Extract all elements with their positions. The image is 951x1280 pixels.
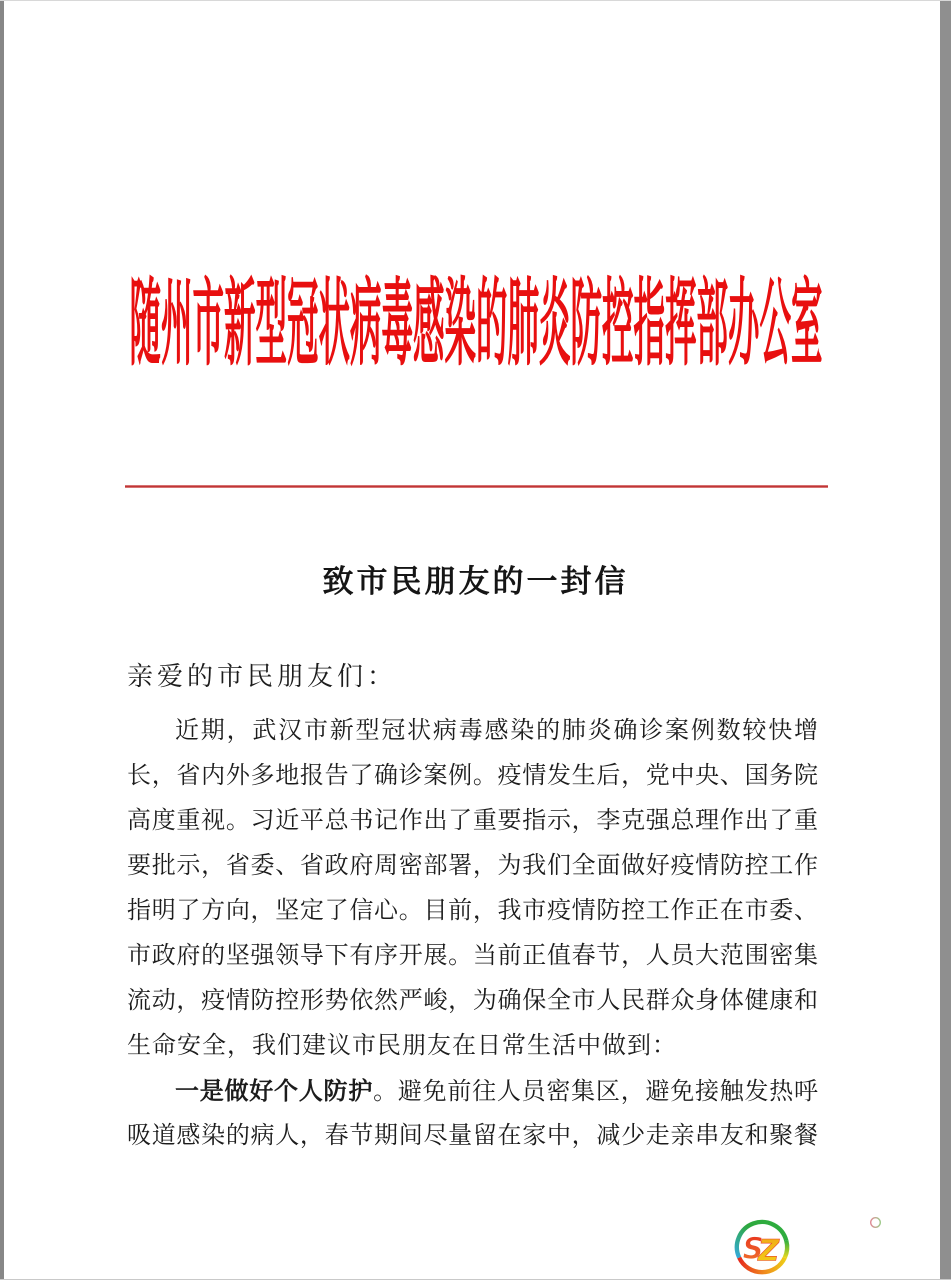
mini-ring-icon [869,1216,882,1229]
letter-line [127,889,818,934]
letter-line-text: 要批示，省委、省政府周密部署，为我们全面做好疫情防控工作 [127,853,818,879]
letter-line [127,844,818,889]
letter-line-text: 指明了方向，坚定了信心。目前，我市疫情防控工作正在市委、 [127,898,818,924]
letter-line-bold-lead: 一是做好个人防护 [175,1078,374,1105]
letter-line [127,754,818,799]
letter-line-text: 近期，武汉市新型冠状病毒感染的肺炎确诊案例数较快增 [175,718,818,744]
top-edge-line [0,0,951,1]
letter-line-text: 。避免前往人员密集区，避免接触发热呼 [373,1079,818,1105]
logo-letter-z: Z [758,1233,780,1268]
letter-line-text: 吸道感染的病人，春节期间尽量留在家中，减少走亲串友和聚餐 [127,1123,818,1149]
letter-line [127,934,818,979]
letter-salutation: 亲爱的市民朋友们： [127,662,398,691]
letter-line [127,979,818,1024]
letter-line-text: 长，省内外多地报告了确诊案例。疫情发生后，党中央、国务院 [127,763,818,789]
letter-line [127,709,818,754]
letter-title: 致市民朋友的一封信 [322,564,629,599]
letterhead-divider [125,485,828,488]
letter-body [127,709,818,1159]
letter-line-text: 生命安全，我们建议市民朋友在日常生活中做到： [127,1033,677,1059]
right-edge-strip [940,0,951,1280]
letterhead-org-name: 随州市新型冠状病毒感染的肺炎防控指挥部办公室 [128,272,823,378]
letter-line [127,799,818,844]
letter-line [127,1024,818,1069]
left-edge-strip [0,0,4,1280]
logo-letter-s: S [742,1231,764,1266]
letter-line-text: 市政府的坚强领导下有序开展。当前正值春节，人员大范围密集 [127,943,818,969]
letter-line [127,1114,818,1159]
letterhead [0,266,951,378]
letter-line [127,1069,818,1114]
sz-logo-icon [733,1218,791,1276]
letter-line-text: 流动，疫情防控形势依然严峻，为确保全市人民群众身体健康和 [127,988,818,1014]
letter-line-text: 高度重视。习近平总书记作出了重要指示，李克强总理作出了重 [127,808,818,834]
